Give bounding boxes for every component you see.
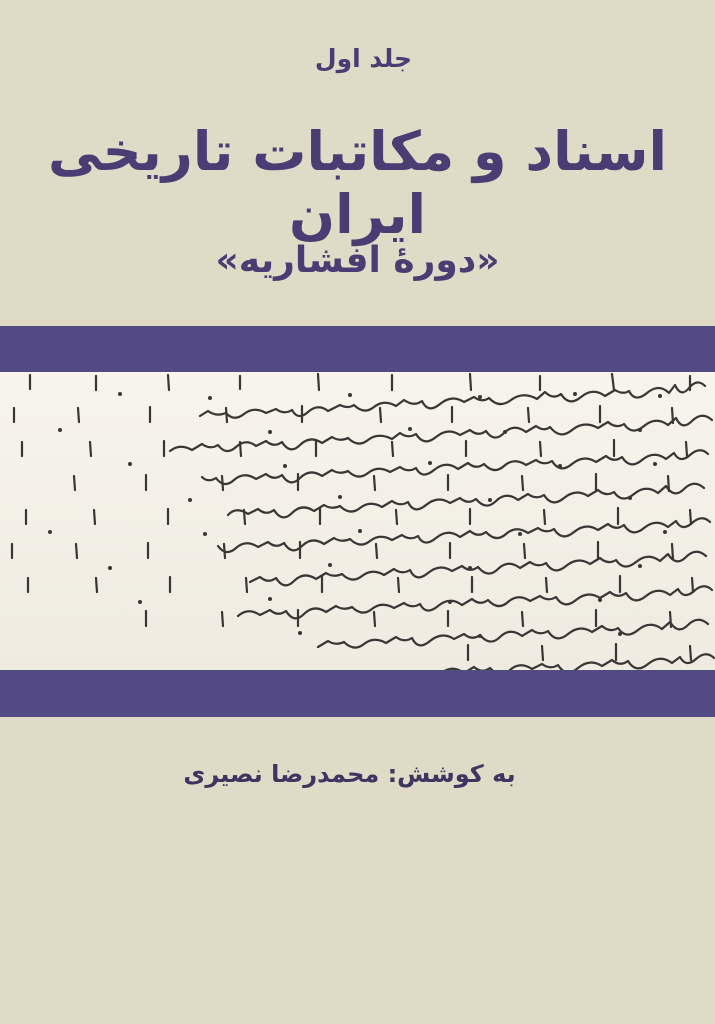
bottom-color-band — [0, 670, 715, 717]
manuscript-image — [0, 372, 715, 670]
editor-credit: به کوشش: محمدرضا نصیری — [183, 760, 516, 788]
manuscript-handwriting-drawing — [0, 372, 715, 670]
volume-label: جلد اول — [314, 44, 413, 73]
book-subtitle: «دورهٔ افشاریه» — [215, 240, 500, 281]
book-title: اسناد و مکاتبات تاریخی ایران — [47, 120, 668, 246]
top-color-band — [0, 326, 715, 372]
